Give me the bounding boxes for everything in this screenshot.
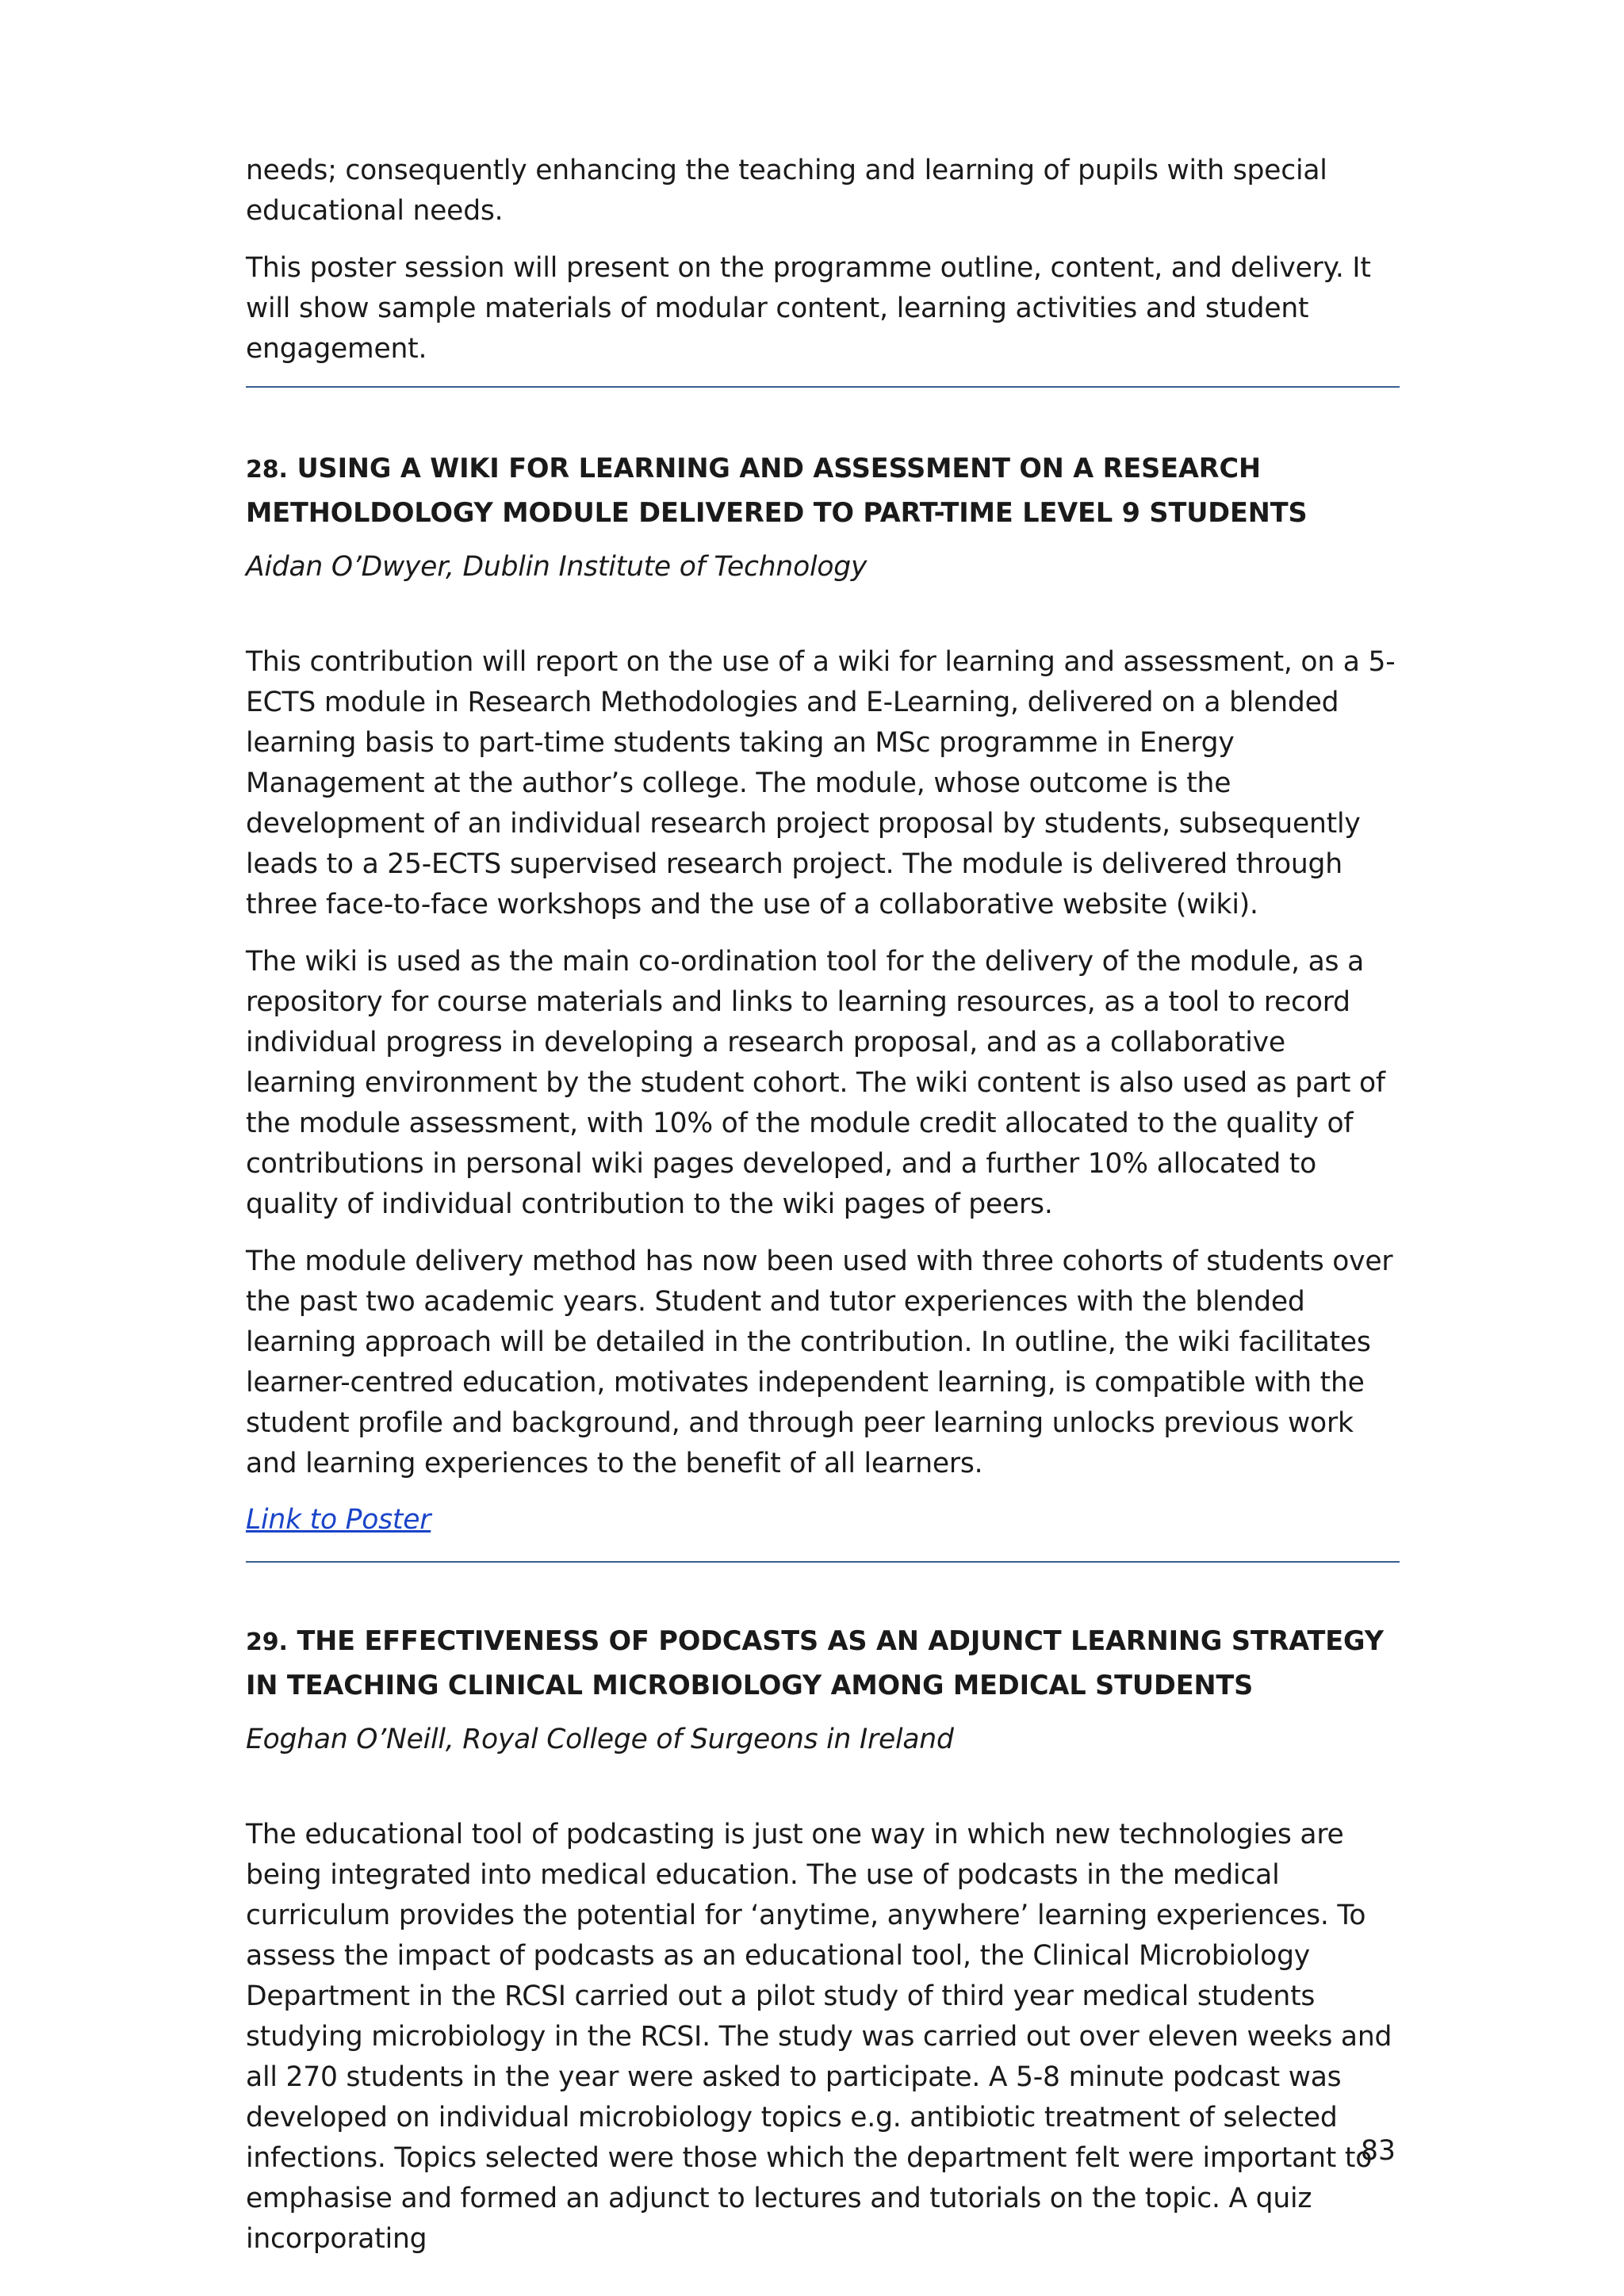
author-line: Aidan O’Dwyer, Dublin Institute of Technology xyxy=(246,551,868,583)
section-number: 28. xyxy=(246,456,288,484)
intro-paragraph-2: This poster session will present on the programme outline, content, and delivery. It will show sample materials of modular content, learning activities and student engagement. xyxy=(246,252,1371,365)
link-to-poster[interactable]: Link to Poster xyxy=(246,1504,431,1536)
body-paragraph: The educational tool of podcasting is just one way in which new technologies are being integrated into medical education. The use of podcasts in the medical curriculum provides the potential for ‘anytime, anywhere’ learning experiences. To assess the impact of podcasts as an educational tool, the Clinical Microbiology Department in the RCSI carried out a pilot study of third year medical students studying microbiology in the RCSI. The study was carried out over eleven weeks and all 270 students in the year were asked to participate. A 5-8 minute podcast was developed on individual microbiology topics e.g. antibiotic treatment of selected infections. Topics selected were those which the department felt were important to emphasise and formed an adjunct to lectures and tutorials on the topic. A quiz incorporating xyxy=(246,1819,1392,2255)
intro-paragraph-1: needs; consequently enhancing the teaching and learning of pupils with special educational needs. xyxy=(246,155,1327,227)
body-paragraph: The module delivery method has now been used with three cohorts of students over the past two academic years. Student and tutor experiences with the blended learning approach will be detailed in the contribution. In outline, the wiki facilitates learner-centred education, motivates independent learning, is compatible with the student profile and background, and through peer learning unlocks previous work and learning experiences to the benefit of all learners. xyxy=(246,1246,1393,1479)
page-content xyxy=(246,151,1400,2276)
section-divider xyxy=(246,386,1400,388)
body-paragraph: This contribution will report on the use of a wiki for learning and assessment, on a 5-ECTS module in Research Methodologies and E-Learning, delivered on a blended learning basis to part-time students taking an MSc programme in Energy Management at the author’s college. The module, whose outcome is the development of an individual research project proposal by students, subsequently leads to a 25-ECTS supervised research project. The module is delivered through three face-to-face workshops and the use of a collaborative website (wiki). xyxy=(246,646,1396,920)
section-title xyxy=(246,1620,1400,1707)
author-line: Eoghan O’Neill, Royal College of Surgeons in Ireland xyxy=(246,1724,954,1755)
section-number: 29. xyxy=(246,1628,288,1656)
section-divider xyxy=(246,1561,1400,1563)
body-paragraph: The wiki is used as the main co-ordination tool for the delivery of the module, as a repository for course materials and links to learning resources, as a tool to record individual progress in developing a research proposal, and as a collaborative learning environment by the student cohort. The wiki content is also used as part of the module assessment, with 10% of the module credit allocated to the quality of contributions in personal wiki pages developed, and a further 10% allocated to quality of individual contribution to the wiki pages of peers. xyxy=(246,946,1385,1220)
section-title-text: USING A WIKI FOR LEARNING AND ASSESSMENT ON A RESEARCH METHOLDOLOGY MODULE DELIVERED TO PART-TIME LEVEL 9 STUDENTS xyxy=(246,453,1308,528)
poster-link-line xyxy=(246,1500,1400,1540)
section-28 xyxy=(246,447,1400,1540)
section-29 xyxy=(246,1620,1400,2260)
section-title xyxy=(246,447,1400,534)
page-number: 83 xyxy=(1361,2135,1396,2167)
section-title-text: THE EFFECTIVENESS OF PODCASTS AS AN ADJUNCT LEARNING STRATEGY IN TEACHING CLINICAL MICROBIOLOGY AMONG MEDICAL STUDENTS xyxy=(246,1625,1384,1701)
